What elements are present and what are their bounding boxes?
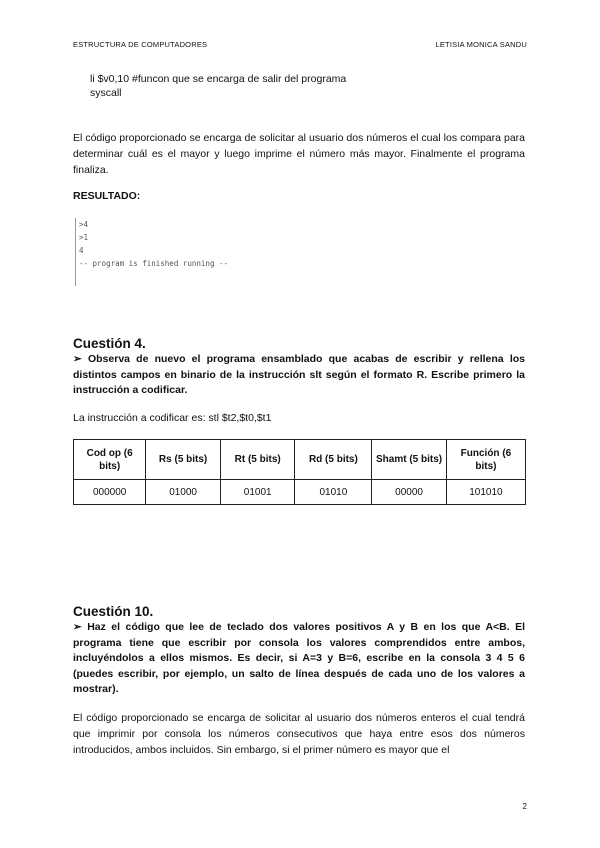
format-r-table <box>73 439 526 505</box>
header-cell: Rt (5 bits) <box>220 440 295 480</box>
table-cell: 101010 <box>446 480 525 505</box>
header-cell: Cod op (6 bits) <box>74 440 146 480</box>
header-cell: Función (6 bits) <box>446 440 525 480</box>
console-line: 4 <box>79 246 84 255</box>
console-output <box>75 218 274 286</box>
table-cell: 00000 <box>372 480 447 505</box>
console-line: >4 <box>79 220 89 229</box>
table-cell: 01000 <box>146 480 221 505</box>
cuestion10-title: Cuestión 10. <box>73 604 154 619</box>
table-cell: 01010 <box>295 480 372 505</box>
cuestion4-prompt: ➢ Observa de nuevo el programa ensamblado que acabas de escribir y rellena los distintos campos en binario de la instrucción slt según el formato R. Escribe primero la instrucción a codificar. <box>73 353 525 396</box>
table-cell: 000000 <box>74 480 146 505</box>
code-line-2: syscall <box>90 87 122 99</box>
header-left: ESTRUCTURA DE COMPUTADORES <box>73 40 208 49</box>
header-cell: Rd (5 bits) <box>295 440 372 480</box>
paragraph-1: El código proporcionado se encarga de solicitar al usuario dos números el cual los compara para determinar cuál es el mayor y luego imprime el número más mayor. Finalmente el programa finaliza. <box>73 132 525 176</box>
header-cell: Rs (5 bits) <box>146 440 221 480</box>
cuestion10-prompt: ➢ Haz el código que lee de teclado dos valores positivos A y B en los que A<B. El programa tiene que escribir por consola los valores comprendidos entre ambos, incluyéndolos a ellos mismos. Es decir, si A=3 y B=6, escribe en la consola 3 4 5 6 (puedes escribir, por ejemplo, un salto de línea después de cada uno de los valores a mostrar). <box>73 621 525 695</box>
console-line: -- program is finished running -- <box>79 259 229 268</box>
table-header-row <box>74 440 526 480</box>
console-line: >1 <box>79 233 89 242</box>
cuestion10-paragraph: El código proporcionado se encarga de solicitar al usuario dos números enteros el cual tendrá que imprimir por consola los números consecutivos que haya entre esos dos números introducidos, ambos incluidos. Sin embargo, si el primer número es mayor que el <box>73 712 525 756</box>
instruction-line: La instrucción a codificar es: stl $t2,$t0,$t1 <box>73 412 272 424</box>
resultado-label: RESULTADO: <box>73 190 141 202</box>
header-right: LETISIA MONICA SANDU <box>435 40 527 49</box>
code-line-1: li $v0,10 #funcon que se encarga de salir del programa <box>90 73 347 85</box>
page-number: 2 <box>522 802 527 811</box>
cuestion4-title: Cuestión 4. <box>73 336 146 351</box>
header-cell: Shamt (5 bits) <box>372 440 447 480</box>
table-cell: 01001 <box>220 480 295 505</box>
table-row <box>74 480 526 505</box>
